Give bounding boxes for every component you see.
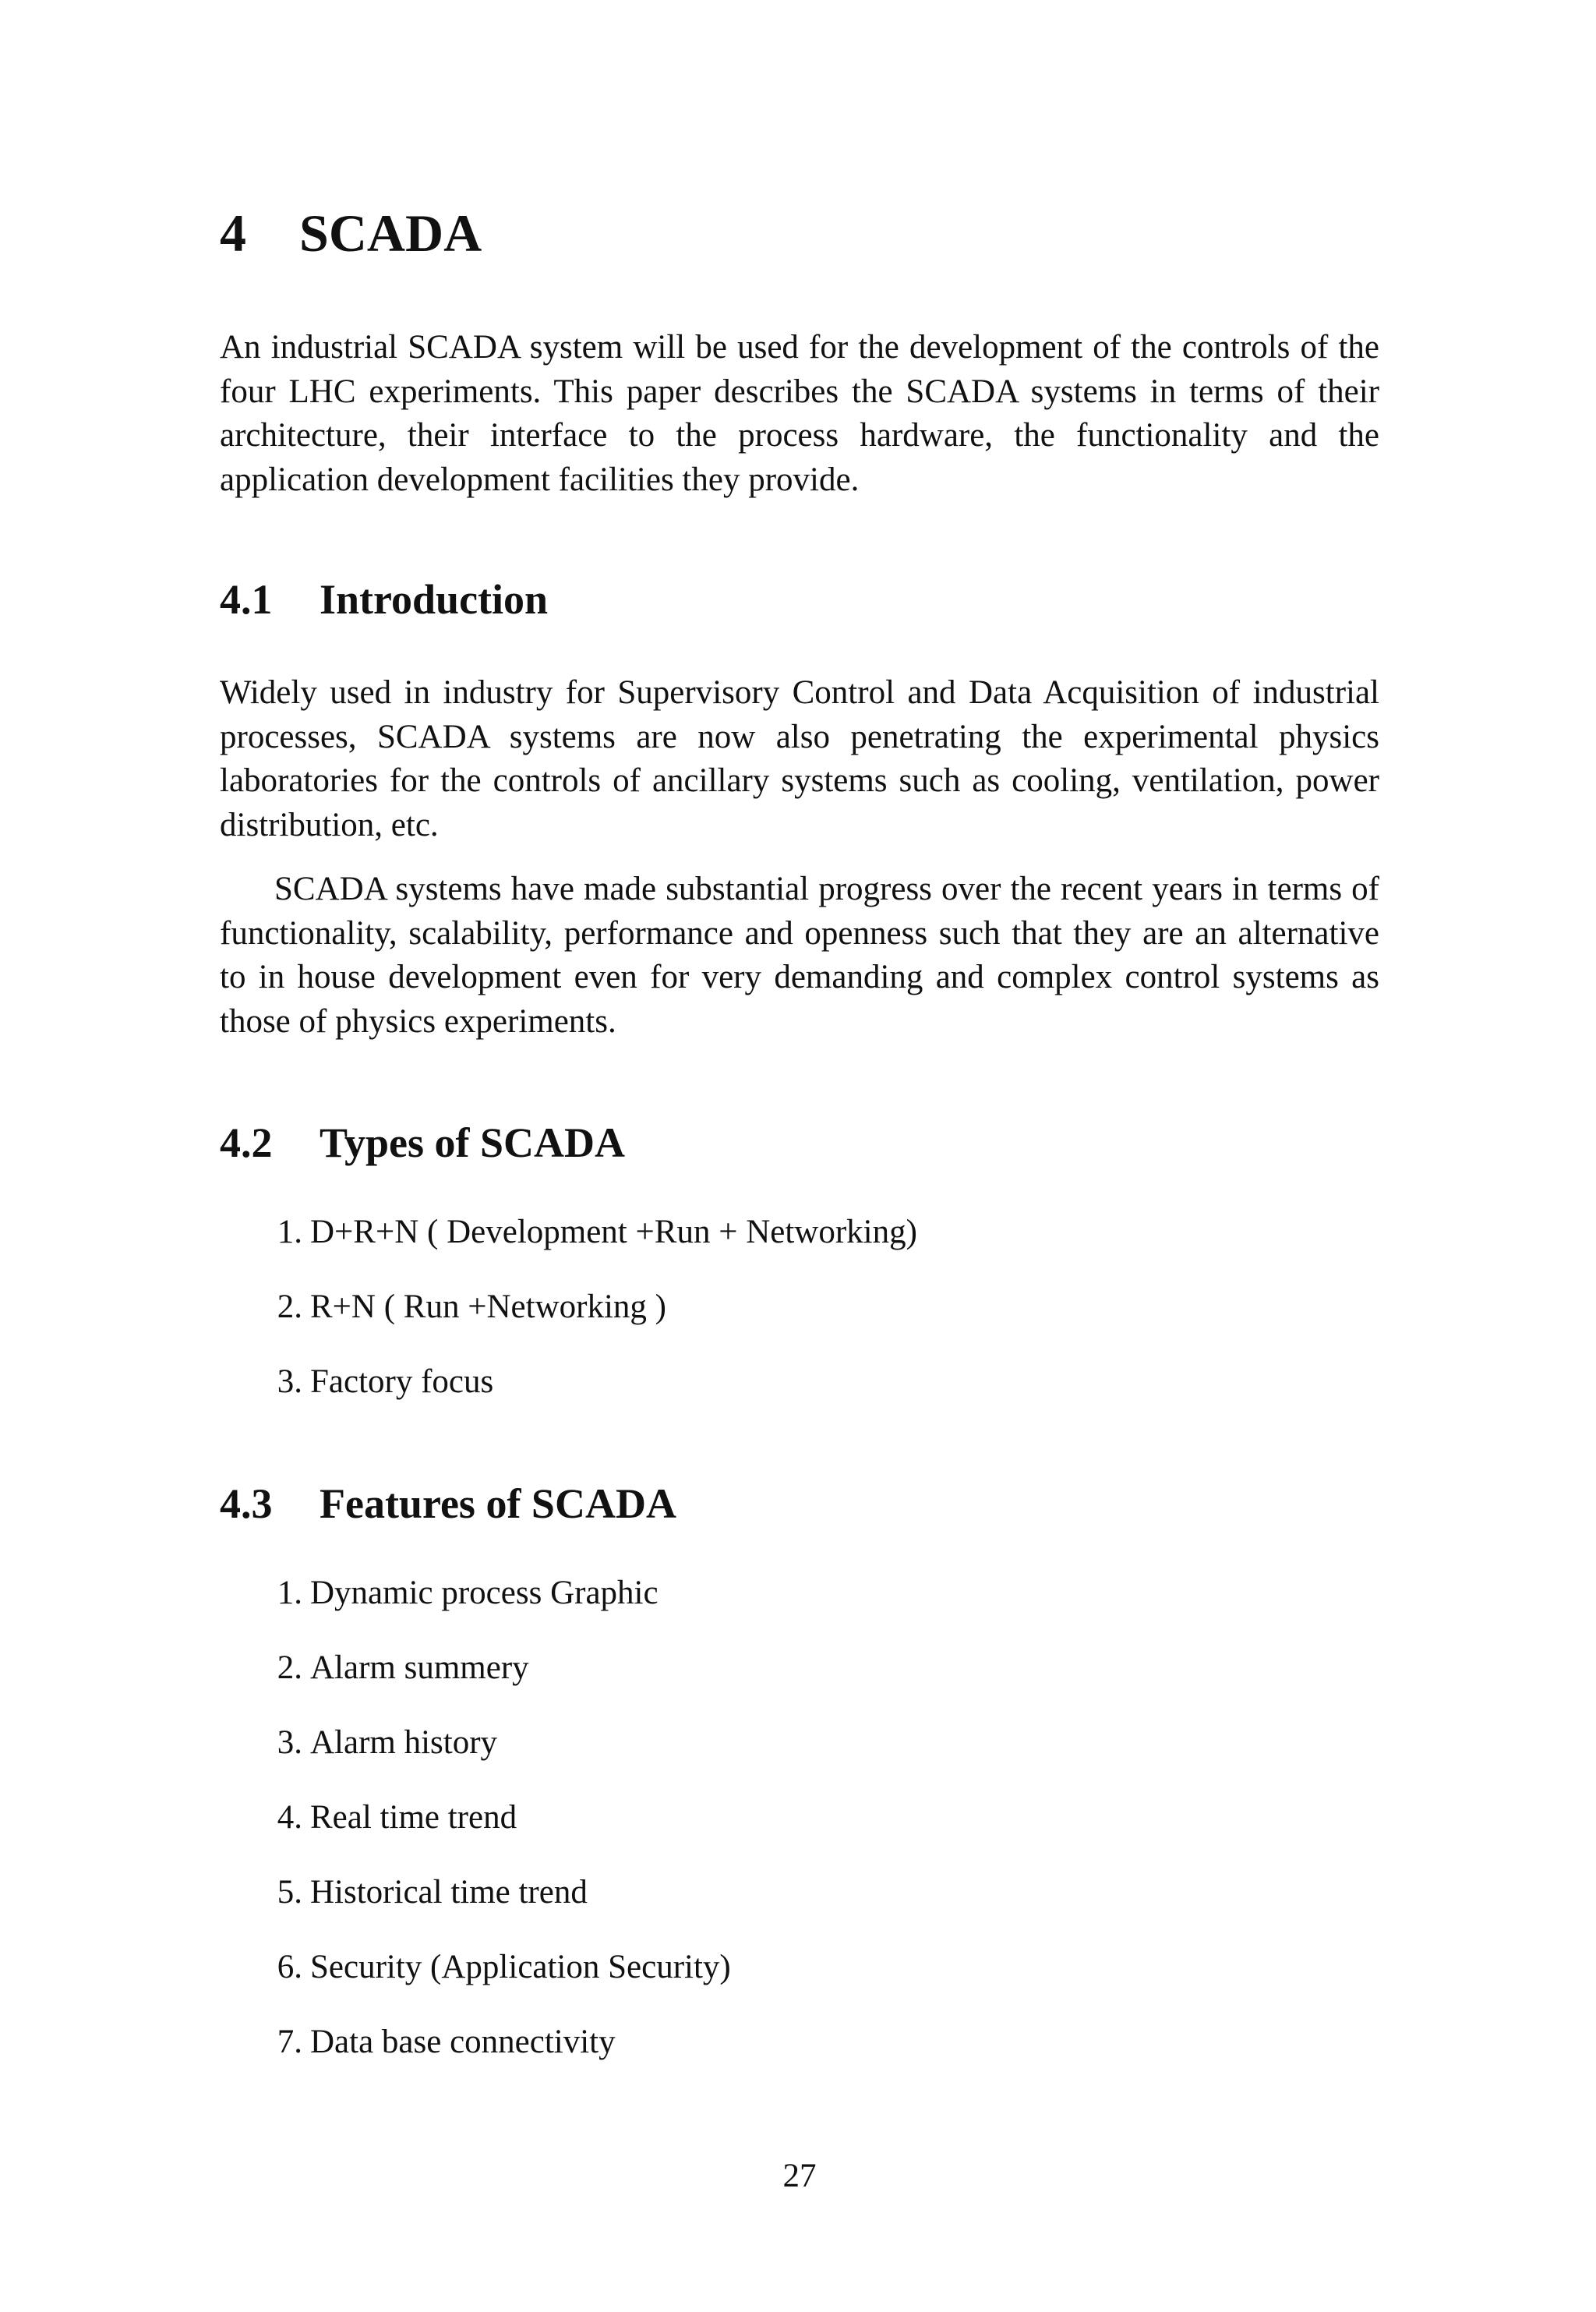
introduction-paragraph-1: Widely used in industry for Supervisory Control and Data Acquisition of industrial processes, SCADA systems are now also penetrating the experimental physics laboratories for the controls of ancillary systems such as cooling, ventilation, power distribution, etc.: [220, 674, 1379, 843]
list-item-number: 7.: [277, 2024, 302, 2060]
list-item: [220, 1796, 1379, 1871]
list-item: [220, 1285, 1379, 1360]
section-heading-types: [220, 1120, 625, 1166]
chapter-intro-paragraph: An industrial SCADA system will be used for the development of the controls of the four LHC experiments. This paper describes the SCADA systems in terms of their architecture, their interface to the process hardware, the functionality and the application development facilities they provide.: [220, 329, 1379, 498]
chapter-number: 4: [220, 203, 246, 263]
list-item-number: 4.: [277, 1799, 302, 1836]
list-item: [220, 1721, 1379, 1796]
section-number: 4.3: [220, 1480, 273, 1527]
list-item-number: 3.: [277, 1363, 302, 1400]
list-item-number: 2.: [277, 1289, 302, 1325]
list-item: [220, 1871, 1379, 1946]
list-item-text: R+N ( Run +Networking ): [310, 1289, 666, 1325]
list-item-number: 1.: [277, 1214, 302, 1250]
list-item-text: Factory focus: [310, 1363, 494, 1400]
list-item: [220, 1646, 1379, 1721]
features-list: [220, 1571, 1379, 2095]
section-title: Types of SCADA: [320, 1119, 626, 1166]
list-item-number: 3.: [277, 1724, 302, 1761]
section-title: Features of SCADA: [320, 1480, 676, 1527]
list-item-text: Historical time trend: [310, 1874, 588, 1911]
list-item-number: 5.: [277, 1874, 302, 1911]
list-item: [220, 2020, 1379, 2095]
list-item: [220, 1946, 1379, 2020]
chapter-title: SCADA: [299, 203, 482, 263]
list-item-text: Data base connectivity: [310, 2024, 616, 2060]
list-item: [220, 1211, 1379, 1285]
section-title: Introduction: [320, 576, 549, 623]
list-item-number: 6.: [277, 1949, 302, 1985]
list-item-number: 1.: [277, 1575, 302, 1611]
list-item: [220, 1360, 1379, 1435]
list-item-text: Alarm summery: [310, 1649, 529, 1686]
list-item-number: 2.: [277, 1649, 302, 1686]
introduction-paragraph-2: SCADA systems have made substantial progress over the recent years in terms of functionality, scalability, performance and openness such that they are an alternative to in house development even for very demanding and complex control systems as those of physics experiments.: [220, 871, 1379, 1040]
list-item-text: Alarm history: [310, 1724, 498, 1761]
section-heading-features: [220, 1481, 676, 1527]
types-list: [220, 1211, 1379, 1435]
document-page: [220, 0, 1379, 2312]
page-number: 27: [782, 2158, 817, 2194]
section-number: 4.2: [220, 1119, 273, 1166]
list-item: [220, 1571, 1379, 1646]
list-item-text: Dynamic process Graphic: [310, 1575, 659, 1611]
section-number: 4.1: [220, 576, 273, 623]
list-item-text: Security (Application Security): [310, 1949, 731, 1985]
section-heading-introduction: [220, 577, 548, 623]
list-item-text: D+R+N ( Development +Run + Networking): [310, 1214, 917, 1250]
chapter-heading: [220, 204, 482, 263]
list-item-text: Real time trend: [310, 1799, 517, 1836]
